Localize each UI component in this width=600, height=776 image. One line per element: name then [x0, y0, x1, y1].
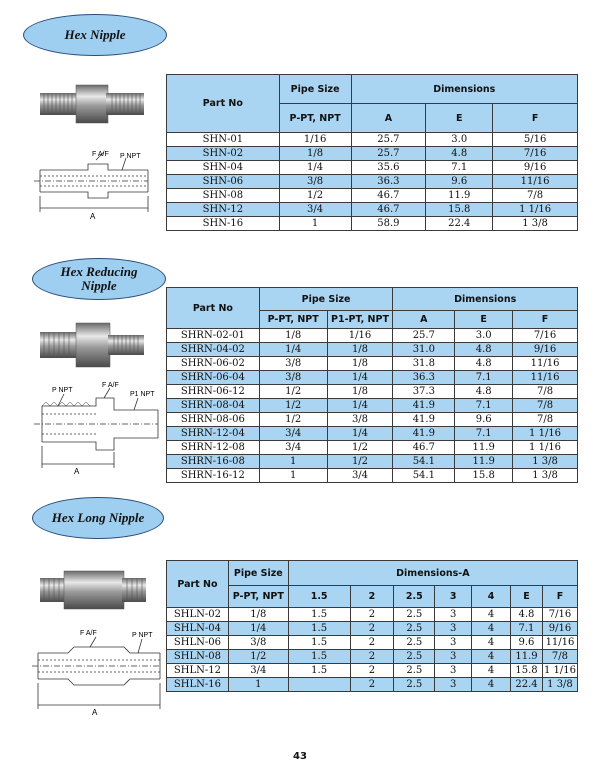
- table-cell: 3/4: [259, 427, 327, 441]
- table-row: [167, 203, 578, 217]
- table-cell: 4: [472, 608, 511, 622]
- table-cell: 4: [472, 650, 511, 664]
- table-cell: 46.7: [351, 189, 426, 203]
- table-cell: 3/4: [259, 441, 327, 455]
- table-cell: 4.8: [426, 147, 493, 161]
- header-dimensions: Dimensions-A: [288, 561, 577, 586]
- hex-reducing-nipple-photo: [38, 320, 148, 370]
- table-cell: 1.5: [288, 664, 350, 678]
- table-cell: 11.9: [455, 455, 513, 469]
- table-cell: 1/2: [259, 399, 327, 413]
- table-cell: 1: [228, 678, 288, 692]
- table-cell: 1/8: [327, 343, 393, 357]
- sub-header-f: F: [513, 311, 578, 329]
- sub-header-a: A: [351, 104, 426, 133]
- table-cell: 1.5: [288, 608, 350, 622]
- table-cell: 31.8: [393, 357, 455, 371]
- header-pipe-size: Pipe Size: [279, 75, 351, 104]
- hex-reducing-nipple-drawing: [30, 380, 160, 475]
- table-cell: 3/8: [327, 413, 393, 427]
- hex-long-nipple-photo: [38, 570, 148, 610]
- table-cell: 1.5: [288, 636, 350, 650]
- part-no-cell: SHLN-02: [167, 608, 229, 622]
- table-cell: 22.4: [426, 217, 493, 231]
- sub-header-1-5: 1.5: [288, 586, 350, 608]
- table-cell: 4: [472, 622, 511, 636]
- table-cell: 3: [435, 636, 472, 650]
- table-cell: 5/16: [493, 133, 578, 147]
- table-cell: 7/16: [513, 329, 578, 343]
- table-cell: 37.3: [393, 385, 455, 399]
- part-no-cell: SHRN-06-04: [167, 371, 260, 385]
- table-cell: 1 1/16: [513, 441, 578, 455]
- table-cell: 1/16: [279, 133, 351, 147]
- table-cell: 41.9: [393, 427, 455, 441]
- table-cell: 4: [472, 664, 511, 678]
- table-row: [167, 413, 578, 427]
- table-cell: 7/8: [513, 413, 578, 427]
- table-cell: 35.6: [351, 161, 426, 175]
- table-cell: 1 1/16: [543, 665, 576, 676]
- sub-header-pipe-p: P-PT, NPT: [259, 311, 327, 329]
- header-pipe-size: Pipe Size: [228, 561, 288, 586]
- table-cell: 9.6: [426, 175, 493, 189]
- table-cell: 3/4: [228, 664, 288, 678]
- table-cell: 11/16: [493, 175, 578, 189]
- table-cell: 1: [259, 469, 327, 483]
- table-cell: 1/8: [228, 608, 288, 622]
- table-cell: 36.3: [351, 175, 426, 189]
- part-no-cell: SHRN-06-12: [167, 385, 260, 399]
- table-cell: 2: [350, 608, 394, 622]
- hex-nipple-drawing: [30, 148, 150, 223]
- table-cell: 9/16: [493, 161, 578, 175]
- table-cell: 31.0: [393, 343, 455, 357]
- table-cell: 4: [472, 678, 511, 692]
- table-row: [167, 664, 578, 678]
- thread1-label: P NPT: [52, 387, 73, 394]
- table-cell: 1 3/8: [493, 217, 578, 231]
- table-cell: 22.4: [511, 678, 543, 692]
- part-no-cell: SHN-01: [167, 133, 280, 147]
- table-cell: 54.1: [393, 455, 455, 469]
- table-row: [167, 636, 578, 650]
- table-cell: 11.9: [426, 189, 493, 203]
- thread-label: P NPT: [132, 632, 153, 639]
- table-cell: 3: [435, 678, 472, 692]
- table-cell: 7.1: [511, 622, 543, 636]
- sub-header-pipe-p1: P1-PT, NPT: [327, 311, 393, 329]
- hex-long-nipple-table: [166, 560, 578, 692]
- sub-header-2: 2: [350, 586, 394, 608]
- table-cell: 7.1: [455, 371, 513, 385]
- part-no-cell: SHRN-02-01: [167, 329, 260, 343]
- table-cell: 25.7: [351, 147, 426, 161]
- section-title-hex-long-nipple: Hex Long Nipple: [32, 497, 164, 539]
- part-no-cell: SHLN-12: [167, 664, 229, 678]
- table-cell: 2: [350, 650, 394, 664]
- table-cell: 7.1: [455, 399, 513, 413]
- part-no-cell: SHN-16: [167, 217, 280, 231]
- table-cell: 9.6: [455, 413, 513, 427]
- table-row: [167, 217, 578, 231]
- table-cell: 1/8: [327, 357, 393, 371]
- sub-header-3: 3: [435, 586, 472, 608]
- table-cell: 7.1: [426, 161, 493, 175]
- table-row: [167, 343, 578, 357]
- table-row: [167, 399, 578, 413]
- section-title-hex-reducing-nipple: Hex Reducing Nipple: [32, 258, 166, 300]
- table-row: [167, 455, 578, 469]
- table-cell: 3.0: [455, 329, 513, 343]
- sub-header-f: F: [493, 104, 578, 133]
- part-no-cell: SHLN-08: [167, 650, 229, 664]
- table-cell: 2.5: [394, 650, 435, 664]
- table-cell: 7/8: [542, 650, 577, 664]
- table-cell: 9/16: [542, 622, 577, 636]
- length-label: A: [74, 467, 80, 475]
- header-part-no: Part No: [167, 561, 229, 608]
- table-cell: 3/8: [259, 371, 327, 385]
- sub-header-e: E: [455, 311, 513, 329]
- sub-header-pipe: P-PT, NPT: [279, 104, 351, 133]
- table-row: [167, 371, 578, 385]
- table-cell: 1 1/16: [493, 203, 578, 217]
- hex-nipple-table: [166, 74, 578, 231]
- table-cell: 1/16: [327, 329, 393, 343]
- table-cell: 1 1/16: [513, 427, 578, 441]
- table-cell: 4.8: [455, 385, 513, 399]
- table-row: [167, 147, 578, 161]
- section-title-hex-nipple: Hex Nipple: [23, 14, 167, 56]
- part-no-cell: SHRN-06-02: [167, 357, 260, 371]
- table-cell: 7/8: [513, 385, 578, 399]
- sub-header-pipe: P-PT, NPT: [228, 586, 288, 608]
- table-row: [167, 385, 578, 399]
- header-part-no: Part No: [167, 75, 280, 133]
- table-cell: 1/8: [327, 385, 393, 399]
- header-pipe-size: Pipe Size: [259, 288, 393, 311]
- table-cell: 1.5: [288, 650, 350, 664]
- table-cell: 25.7: [351, 133, 426, 147]
- length-label: A: [90, 212, 96, 221]
- part-no-cell: SHN-04: [167, 161, 280, 175]
- table-cell: 1 3/8: [542, 678, 577, 692]
- part-no-cell: SHRN-12-08: [167, 441, 260, 455]
- table-row: [167, 427, 578, 441]
- part-no-cell: SHLN-16: [167, 678, 229, 692]
- table-cell: 7/8: [513, 399, 578, 413]
- table-cell: 3: [435, 622, 472, 636]
- table-row: [167, 441, 578, 455]
- table-cell: 3/8: [228, 636, 288, 650]
- sub-header-4: 4: [472, 586, 511, 608]
- sub-header-f: F: [542, 586, 577, 608]
- table-cell: 11/16: [542, 636, 577, 650]
- table-row: [167, 175, 578, 189]
- hex-label: F A/F: [92, 151, 109, 158]
- table-cell: 3/4: [279, 203, 351, 217]
- table-row: [167, 329, 578, 343]
- table-cell: 11/16: [513, 371, 578, 385]
- table-cell: 7/8: [493, 189, 578, 203]
- table-cell: 1: [279, 217, 351, 231]
- table-cell: 1 3/8: [513, 469, 578, 483]
- hex-label: F A/F: [80, 630, 97, 637]
- table-row: [167, 133, 578, 147]
- table-cell: 3/8: [259, 357, 327, 371]
- hex-nipple-photo: [38, 83, 146, 125]
- hex-label: F A/F: [102, 382, 119, 389]
- hex-reducing-nipple-rows: [167, 329, 578, 483]
- table-cell: 11/16: [513, 357, 578, 371]
- table-cell: 1/4: [327, 399, 393, 413]
- table-cell: 15.8: [455, 469, 513, 483]
- table-cell: 41.9: [393, 399, 455, 413]
- part-no-cell: SHLN-06: [167, 636, 229, 650]
- table-cell: 46.7: [351, 203, 426, 217]
- header-part-no: Part No: [167, 288, 260, 329]
- table-cell: 1/8: [279, 147, 351, 161]
- table-cell: 2.5: [394, 664, 435, 678]
- table-cell: 36.3: [393, 371, 455, 385]
- table-cell: 3: [435, 650, 472, 664]
- table-cell: 58.9: [351, 217, 426, 231]
- table-cell: 46.7: [393, 441, 455, 455]
- table-cell: 1/2: [327, 441, 393, 455]
- table-cell: 9/16: [513, 343, 578, 357]
- table-cell: 3: [435, 608, 472, 622]
- table-cell: 7.1: [455, 427, 513, 441]
- table-cell: 41.9: [393, 413, 455, 427]
- table-cell: 11.9: [455, 441, 513, 455]
- part-no-cell: SHRN-04-02: [167, 343, 260, 357]
- table-cell: 1/8: [259, 329, 327, 343]
- sub-header-2-5: 2.5: [394, 586, 435, 608]
- table-cell: 4.8: [455, 343, 513, 357]
- hex-reducing-nipple-table: [166, 287, 578, 483]
- table-cell: 7/16: [493, 147, 578, 161]
- table-row: [167, 469, 578, 483]
- table-row: [167, 161, 578, 175]
- table-cell: 1/4: [279, 161, 351, 175]
- page-number: 43: [293, 751, 307, 762]
- header-dimensions: Dimensions: [351, 75, 577, 104]
- table-cell: 2: [350, 622, 394, 636]
- table-cell: 1 3/8: [513, 455, 578, 469]
- table-cell: 11.9: [511, 650, 543, 664]
- table-cell: 25.7: [393, 329, 455, 343]
- thread-label: P NPT: [120, 153, 141, 160]
- table-row: [167, 608, 578, 622]
- table-cell: 54.1: [393, 469, 455, 483]
- part-no-cell: SHLN-04: [167, 622, 229, 636]
- table-row: [167, 357, 578, 371]
- part-no-cell: SHN-02: [167, 147, 280, 161]
- part-no-cell: SHRN-08-06: [167, 413, 260, 427]
- table-cell: 1/2: [259, 385, 327, 399]
- table-cell: 15.8: [511, 664, 543, 678]
- table-cell: 4: [472, 636, 511, 650]
- table-row: [167, 650, 578, 664]
- table-cell: 2.5: [394, 636, 435, 650]
- part-no-cell: SHRN-16-08: [167, 455, 260, 469]
- table-row: [167, 622, 578, 636]
- part-no-cell: SHRN-16-12: [167, 469, 260, 483]
- table-cell: 2: [350, 636, 394, 650]
- part-no-cell: SHN-06: [167, 175, 280, 189]
- table-cell: 1/4: [327, 371, 393, 385]
- hex-long-nipple-drawing: [28, 625, 163, 715]
- table-cell: 2: [350, 678, 394, 692]
- thread2-label: P1 NPT: [130, 391, 155, 398]
- table-cell: 1.5: [288, 622, 350, 636]
- sub-header-a: A: [393, 311, 455, 329]
- table-row: [167, 678, 578, 692]
- header-dimensions: Dimensions: [393, 288, 578, 311]
- sub-header-e: E: [426, 104, 493, 133]
- table-cell: 7/16: [542, 608, 577, 622]
- table-cell: 4.8: [511, 608, 543, 622]
- table-cell: 1/2: [228, 650, 288, 664]
- table-cell: 3/4: [327, 469, 393, 483]
- table-cell: [288, 678, 350, 692]
- table-row: [167, 189, 578, 203]
- table-cell: 1/4: [259, 343, 327, 357]
- table-cell: 9.6: [511, 636, 543, 650]
- part-no-cell: SHRN-12-04: [167, 427, 260, 441]
- table-cell: 4.8: [455, 357, 513, 371]
- table-cell: 1/4: [228, 622, 288, 636]
- table-cell: 1/2: [279, 189, 351, 203]
- table-cell: 2.5: [394, 678, 435, 692]
- table-cell: 1/2: [327, 455, 393, 469]
- table-cell: 1/2: [259, 413, 327, 427]
- table-cell: 3.0: [426, 133, 493, 147]
- table-cell: 2.5: [394, 608, 435, 622]
- table-cell: 1: [259, 455, 327, 469]
- sub-header-e: E: [511, 586, 543, 608]
- part-no-cell: SHN-12: [167, 203, 280, 217]
- table-cell: 1/4: [327, 427, 393, 441]
- hex-nipple-rows: [167, 133, 578, 231]
- part-no-cell: SHN-08: [167, 189, 280, 203]
- length-label: A: [92, 708, 98, 715]
- table-cell: 15.8: [426, 203, 493, 217]
- part-no-cell: SHRN-08-04: [167, 399, 260, 413]
- table-cell: 3: [435, 664, 472, 678]
- table-cell: 2.5: [394, 622, 435, 636]
- hex-long-nipple-rows: [167, 608, 578, 692]
- table-cell: 2: [350, 664, 394, 678]
- table-cell: 3/8: [279, 175, 351, 189]
